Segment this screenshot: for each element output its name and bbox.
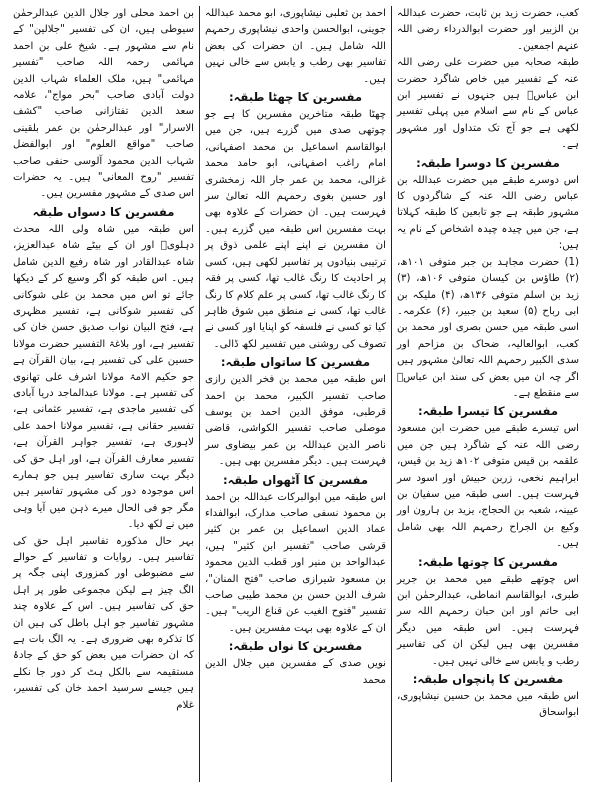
text-column-middle [200, 6, 392, 782]
section-heading: مفسرین کا تیسرا طبقہ: [417, 404, 559, 419]
text-column-right [392, 6, 584, 782]
paragraph: احمد بن ثعلبی نیشاپوری، ابو محمد عبداللہ جوینی، ابوالحسن واحدی نیشاپوری رحمہم اللہ شامل ہیں۔ ان حضرات کی بعض تفاسیر بھی رطب و یابس سے خالی نہیں ہیں۔ [205, 8, 386, 85]
paragraph: چھٹا طبقہ متاخرین مفسرین کا ہے جو چوتھی صدی میں گزرے ہیں، جن میں ابوالقاسم اسماعیل بن محمد اصفہانی، امام راغب اصفہانی، ابو حامد محمد غزالی، محمد بن عمر جار اللہ زمخشری اور حسین بغوی رحمہم اللہ تعالیٰ سر فہرست ہیں۔ ان حضرات کے علاوہ بھی بہت مفسرین اس طبقہ میں گزرے ہیں۔ ان مفسرین نے اپنے اپنے علمی ذوق پر ترتیبی بنیادوں پر تفاسیر لکھی ہیں، کسی پر احادیث کا رنگ غالب تھا، کسی پر فقہ کا رنگ غالب تھا، کسی پر علم کلام کا رنگ غالب تھا، کسی نے منطق میں شوق ظاہر کیا تو کسی نے فلسفہ کو اپنایا اور کسی نے تصوف کی روشنی میں تفسیر لکھ ڈالی۔ [205, 109, 386, 350]
section-heading: مفسرین کا دوسرا طبقہ: [416, 155, 560, 170]
paragraph: اس دوسرے طبقے میں حضرت عبداللہ بن عباس رضی اللہ عنہ کے شاگردوں کا مشہور طبقہ ہے جو تابعین کا طبقہ کہلاتا ہے، جن میں چیدہ چیدہ اشخاص کے نام یہ ہیں: [397, 174, 579, 252]
section-heading: مفسرین کا دسواں طبقہ [32, 204, 175, 219]
paragraph: (1) حضرت مجاہد بن جبر متوفی ۱۰۱ھ، (۲) طاؤس بن کیسان متوفی ۱۰۶ھ، (۳) زید بن اسلم متوفی ۱۳۶ھ، (۴) ملیکہ بن ابی رباح (۵) سعید بن جبیر، (۶) عکرمہ۔ اسی طبقہ میں حسن بصری اور محمد بن کعب، ابوالعالیہ، ضحاک بن مزاحم اور سدی الکبیر رحمہم اللہ تعالیٰ مشہور ہیں اگر چہ ان میں بعض کی سند ابن عباسؓ سے منقطع ہے۔ [397, 256, 579, 399]
paragraph: کعب، حضرت زید بن ثابت، حضرت عبداللہ بن الزبیر اور حضرت ابوالدرداء رضی اللہ عنہم اجمعین۔ [397, 8, 579, 52]
text-column-left [8, 6, 200, 782]
section-heading: مفسرین کا پانچواں طبقہ: [412, 672, 564, 687]
section-heading: مفسرین کا چوتھا طبقہ: [418, 554, 558, 569]
paragraph: اس طبقہ میں محمد بن فخر الدین رازی صاحب تفسیر الکبیر، محمد بن احمد قرطبی، موفق الدین احمد بن یوسف موصلی صاحب تفسیر الکواشی، قاضی ناصر الدین عبداللہ بن عمر بیضاوی سر فہرست ہیں۔ دیگر مفسرین بھی ہیں۔ [205, 374, 386, 468]
paragraph: اس چوتھے طبقے میں محمد بن جریر طبری، ابوالقاسم انماطی، عبدالرحمٰن ابن ابی حاتم اور ابن حبان رحمہم اللہ سر فہرست ہیں۔ اس طبقہ میں دیگر مفسرین بھی ہیں لیکن ان کی تفاسیر رطب و یابس سے خالی نہیں ہیں۔ [397, 573, 579, 667]
paragraph: نویں صدی کے مفسرین میں جلال الدین محمد [205, 658, 386, 686]
paragraph: اس طبقہ میں شاہ ولی اللہ محدث دہلویؒ اور ان کے بیٹے شاہ عبدالعزیز، شاہ عبدالقادر اور شاہ رفیع الدین شامل ہیں۔ اس طبقہ کو اگر وسیع کر کے دیکھا جائے تو اس میں محمد بن علی شوکانی کی تفسیر شوکانی ہے، تفسیر مظہری ہے، فتح البیان نواب صدیق حسن خان کی تفسیر ہے، اور بلاغۃ التفسیر حضرت مولانا حسین علی کی تفسیر ہے، بیان القرآن ہے جو حکیم الامۃ مولانا اشرف علی تھانوی کی تفسیر ہے۔ مولانا عبدالماجد دریا آبادی کی تفسیر ماجدی ہے، تفسیر عثمانی ہے، تفسیر حقانی ہے، تفسیر مولانا احمد علی لاہوری ہے، تفسیر جواہر القرآن ہے، تفسیر معارف القرآن ہے، اور اہل حق کی دیگر بہت ساری تفاسیر ہیں جو ہمارے اس موجودہ دور کی مشہور تفاسیر ہیں مگر جو فی الحال میرے ذہن میں آیا وہی میں نے لکھ دیا۔ [13, 223, 194, 531]
paragraph: اس طبقہ میں محمد بن حسین نیشاپوری، ابواسحاق [397, 691, 579, 719]
section-heading: مفسرین کا چھٹا طبقہ: [228, 90, 363, 105]
section-heading: مفسرین کا ساتواں طبقہ: [220, 355, 371, 370]
paragraph: بہر حال مذکورہ تفاسیر اہل حق کی تفاسیر ہیں۔ روایات و تفاسیر کے حوالے سے مضبوطی اور کمزوری اپنی جگہ پر الگ چیز ہے لیکن مجموعی طور پر اہل حق کی تفاسیر ہیں۔ اس کے علاوہ چند مشہور تفاسیر جو اہل باطل کی ہیں ان کا تذکرہ بھی ضروری ہے۔ یہ الگ بات ہے کہ ان حضرات میں بعض کو حق کے جادۂ مستقیمہ سے بالکل ہٹ کر دور جا نکلے ہیں جیسے سرسید احمد خان کی تفسیر، غلام [13, 535, 194, 711]
paragraph: طبقہ صحابہ میں حضرت علی رضی اللہ عنہ کے تفسیر میں خاص شاگرد حضرت ابن عباسؓ ہیں جنہوں نے تفسیر ابن عباس کے نام سے اسلام میں پہلی تفسیر لکھی ہے جو آج تک متداول اور مشہور ہے۔ [397, 57, 579, 151]
paragraph: بن احمد محلی اور جلال الدین عبدالرحمٰن سیوطی ہیں، ان کی تفسیر "جلالین" کے نام سے مشہور ہے۔ شیخ علی بن احمد مہائمی رحمہ اللہ صاحب "تفسیر مہائمی" ہیں، ملک العلماء شہاب الدین دولت آبادی صاحب "بحر مواج"، علامہ سعد الدین تفتازانی صاحب "کشف الاسرار" اور عبدالرحمٰن بن عمر بلقینی صاحب "مواقع العلوم" اور ابوالفضل شہاب الدین محمود آلوسی حنفی صاحب تفسیر "روح المعانی" ہیں۔ یہ حضرات اس صدی کے مشہور مفسرین ہیں۔ [13, 8, 194, 200]
paragraph: اس طبقہ میں ابوالبرکات عبداللہ بن احمد بن محمود نسفی صاحب مدارک، ابوالفداء عماد الدین اسماعیل بن عمر بن کثیر قرشی صاحب "تفسیر ابن کثیر" ہیں، عبدالواحد بن منیر اور قطب الدین محمود بن مسعود شیرازی صاحب "فتح المنان"، شرف الدین حسن بن محمد طیبی صاحب تفسیر "فتوح الغیب عن قناع الریب" ہیں۔ ان کے علاوہ بھی بہت مفسرین ہیں۔ [205, 491, 386, 634]
section-heading: مفسرین کا نواں طبقہ: [228, 639, 363, 654]
section-heading: مفسرین کا آٹھواں طبقہ: [222, 472, 369, 487]
paragraph: اس تیسرے طبقے میں حضرت ابن مسعود رضی اللہ عنہ کے شاگرد ہیں جن میں علقمہ بن قیس متوفی ۱۰۲ھ زید بن قیس، ابراہیم نخعی، زربن حبیش اور اسود سر فہرست ہیں۔ اسی طبقہ میں سفیان بن عیینہ، شعبہ بن الحجاج، یزید بن ہارون اور وکیع بن الجراح رحمہم اللہ بھی شامل ہیں۔ [397, 423, 579, 550]
